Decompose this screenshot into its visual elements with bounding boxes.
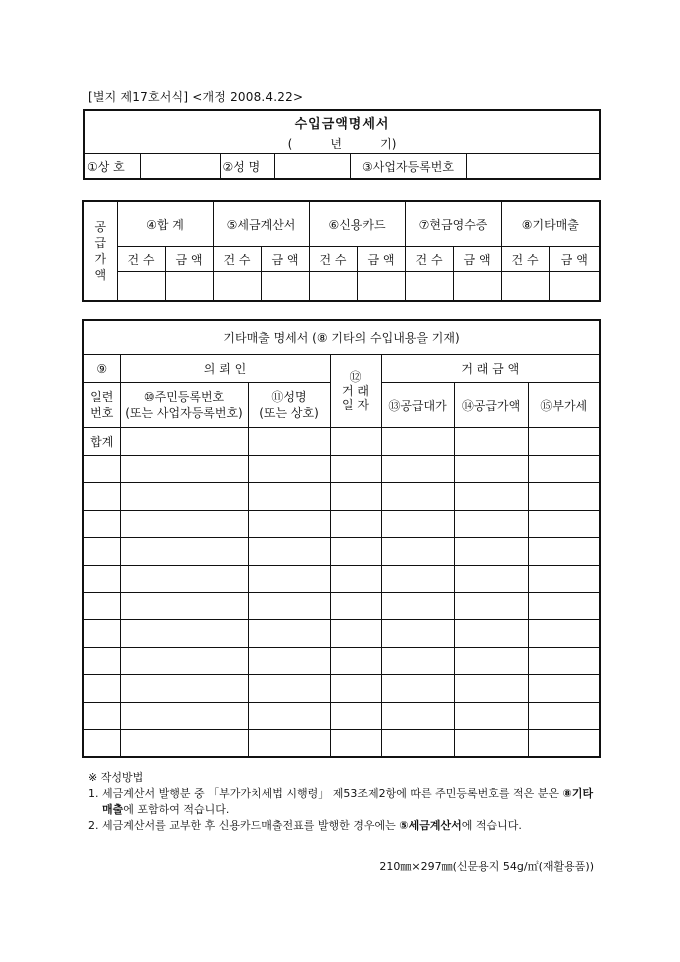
input-cell[interactable] [120, 483, 248, 510]
input-cell[interactable] [120, 702, 248, 729]
biz-reg-label: ③사업자등록번호 [350, 154, 466, 180]
input-cell[interactable] [330, 729, 381, 757]
input-cell[interactable] [83, 456, 120, 483]
input-cell[interactable] [248, 729, 330, 757]
input-cell[interactable] [381, 456, 454, 483]
input-cell[interactable] [248, 647, 330, 674]
input-cell[interactable] [213, 272, 261, 302]
input-cell[interactable] [261, 272, 309, 302]
instruction-item-2: 2. 세금계산서를 교부한 후 신용카드매출전표를 발행한 경우에는 ⑤세금계산서에 적습니다. [88, 819, 522, 832]
input-cell[interactable] [330, 647, 381, 674]
input-cell[interactable] [120, 565, 248, 592]
input-cell[interactable] [405, 272, 453, 302]
transaction-amount-label: 거 래 금 액 [381, 355, 600, 383]
input-cell[interactable] [248, 510, 330, 537]
input-cell[interactable] [528, 592, 600, 619]
input-cell[interactable] [120, 729, 248, 757]
other-sales-detail-table [82, 319, 601, 758]
input-cell[interactable] [528, 510, 600, 537]
input-cell[interactable] [454, 702, 528, 729]
input-cell[interactable] [381, 428, 454, 456]
input-cell[interactable] [381, 592, 454, 619]
input-cell[interactable] [528, 428, 600, 456]
input-cell[interactable] [528, 647, 600, 674]
input-cell[interactable] [330, 428, 381, 456]
input-cell[interactable] [248, 592, 330, 619]
input-cell[interactable] [330, 510, 381, 537]
input-cell[interactable] [330, 456, 381, 483]
client-label: 의 뢰 인 [120, 355, 330, 383]
input-cell[interactable] [83, 647, 120, 674]
name-label: ②성 명 [220, 154, 274, 180]
sub-amount: 금 액 [165, 247, 213, 272]
sub-count: 건 수 [117, 247, 165, 272]
table-row [83, 565, 600, 592]
name-field[interactable] [274, 154, 350, 180]
input-cell[interactable] [454, 483, 528, 510]
input-cell[interactable] [528, 483, 600, 510]
input-cell[interactable] [330, 675, 381, 702]
input-cell[interactable] [248, 620, 330, 647]
input-cell[interactable] [120, 620, 248, 647]
sub-count: 건 수 [213, 247, 261, 272]
input-cell[interactable] [83, 675, 120, 702]
instruction-item-1: 1. 세금계산서 발행분 중 「부가가치세법 시행령」 제53조제2항에 따른 주민등록번호를 적은 분은 ⑧기타매출에 포함하여 적습니다. [88, 787, 594, 816]
col-cash-receipt: ⑦현금영수증 [405, 201, 501, 247]
col-other-sales: ⑧기타매출 [501, 201, 600, 247]
input-cell[interactable] [83, 620, 120, 647]
input-cell[interactable] [381, 565, 454, 592]
instructions [88, 770, 600, 834]
detail-heading: 기타매출 명세서 (⑧ 기타의 수입내용을 기재) [83, 320, 600, 355]
supply-amount-table [82, 200, 601, 302]
input-cell[interactable] [381, 483, 454, 510]
table-row [83, 592, 600, 619]
transaction-date-label: ⑫ 거 래 일 자 [330, 355, 381, 428]
table-row [83, 729, 600, 757]
sub-amount: 금 액 [357, 247, 405, 272]
client-name-label: ⑪성명 (또는 상호) [248, 383, 330, 428]
title-box [83, 109, 601, 180]
sub-amount: 금 액 [453, 247, 501, 272]
input-cell[interactable] [83, 729, 120, 757]
input-cell[interactable] [83, 483, 120, 510]
input-cell[interactable] [83, 592, 120, 619]
table-row [83, 538, 600, 565]
input-cell[interactable] [454, 675, 528, 702]
total-row-label: 합계 [83, 428, 120, 456]
supply-consideration-label: ⑬공급대가 [381, 383, 454, 428]
input-cell[interactable] [248, 483, 330, 510]
input-cell[interactable] [248, 675, 330, 702]
input-cell[interactable] [381, 675, 454, 702]
input-cell[interactable] [381, 702, 454, 729]
input-cell[interactable] [528, 702, 600, 729]
input-cell[interactable] [248, 565, 330, 592]
input-cell[interactable] [120, 510, 248, 537]
table-row [83, 647, 600, 674]
input-cell[interactable] [454, 565, 528, 592]
sub-amount: 금 액 [261, 247, 309, 272]
sub-amount: 금 액 [549, 247, 600, 272]
input-cell[interactable] [83, 538, 120, 565]
input-cell[interactable] [381, 729, 454, 757]
table-row [83, 483, 600, 510]
sub-count: 건 수 [501, 247, 549, 272]
form-title: 수입금액명세서 [294, 116, 390, 132]
table-row [83, 702, 600, 729]
input-cell[interactable] [501, 272, 549, 302]
vat-label: ⑮부가세 [528, 383, 600, 428]
input-cell[interactable] [528, 456, 600, 483]
table-row [83, 675, 600, 702]
instructions-heading: ※ 작성방법 [88, 771, 144, 784]
input-cell[interactable] [330, 538, 381, 565]
year-period: ( 년 기) [287, 136, 397, 151]
supply-side-label: 공 급 가 액 [83, 201, 117, 301]
col-total: ④합 계 [117, 201, 213, 247]
col-credit-card: ⑥신용카드 [309, 201, 405, 247]
input-cell[interactable] [454, 729, 528, 757]
col-tax-invoice: ⑤세금계산서 [213, 201, 309, 247]
table-row [83, 620, 600, 647]
input-cell[interactable] [381, 510, 454, 537]
input-cell[interactable] [248, 702, 330, 729]
input-cell[interactable] [120, 647, 248, 674]
input-cell[interactable] [454, 620, 528, 647]
input-cell[interactable] [454, 510, 528, 537]
input-cell[interactable] [248, 538, 330, 565]
input-cell[interactable] [248, 428, 330, 456]
input-cell[interactable] [83, 510, 120, 537]
table-row [83, 456, 600, 483]
input-cell[interactable] [528, 565, 600, 592]
input-cell[interactable] [454, 647, 528, 674]
input-cell[interactable] [248, 456, 330, 483]
input-cell[interactable] [453, 272, 501, 302]
input-cell[interactable] [330, 620, 381, 647]
business-name-field[interactable] [140, 154, 220, 180]
input-cell[interactable] [120, 456, 248, 483]
input-cell[interactable] [165, 272, 213, 302]
input-cell[interactable] [117, 272, 165, 302]
supply-value-label: ⑭공급가액 [454, 383, 528, 428]
input-cell[interactable] [330, 565, 381, 592]
input-cell[interactable] [528, 675, 600, 702]
sub-count: 건 수 [405, 247, 453, 272]
input-cell[interactable] [330, 592, 381, 619]
input-cell[interactable] [309, 272, 357, 302]
serial-label-top: ⑨ [83, 355, 120, 383]
input-cell[interactable] [454, 538, 528, 565]
input-cell[interactable] [549, 272, 600, 302]
input-cell[interactable] [454, 456, 528, 483]
business-name-label: ①상 호 [84, 154, 140, 180]
input-cell[interactable] [454, 428, 528, 456]
form-label: [별지 제17호서식] <개정 2008.4.22> [88, 90, 304, 104]
input-cell[interactable] [528, 729, 600, 757]
input-cell[interactable] [357, 272, 405, 302]
input-cell[interactable] [120, 428, 248, 456]
paper-spec: 210㎜×297㎜(신문용지 54g/㎡(재활용품)) [379, 860, 594, 873]
input-cell[interactable] [330, 702, 381, 729]
sub-count: 건 수 [309, 247, 357, 272]
input-cell[interactable] [528, 538, 600, 565]
input-cell[interactable] [330, 483, 381, 510]
table-row [83, 510, 600, 537]
input-cell[interactable] [83, 702, 120, 729]
input-cell[interactable] [381, 647, 454, 674]
input-cell[interactable] [83, 565, 120, 592]
client-id-label: ⑩주민등록번호 (또는 사업자등록번호) [120, 383, 248, 428]
input-cell[interactable] [381, 538, 454, 565]
input-cell[interactable] [381, 620, 454, 647]
input-cell[interactable] [120, 538, 248, 565]
input-cell[interactable] [454, 592, 528, 619]
input-cell[interactable] [120, 592, 248, 619]
input-cell[interactable] [528, 620, 600, 647]
serial-label: 일련 번호 [83, 383, 120, 428]
input-cell[interactable] [120, 675, 248, 702]
biz-reg-field[interactable] [466, 154, 600, 180]
